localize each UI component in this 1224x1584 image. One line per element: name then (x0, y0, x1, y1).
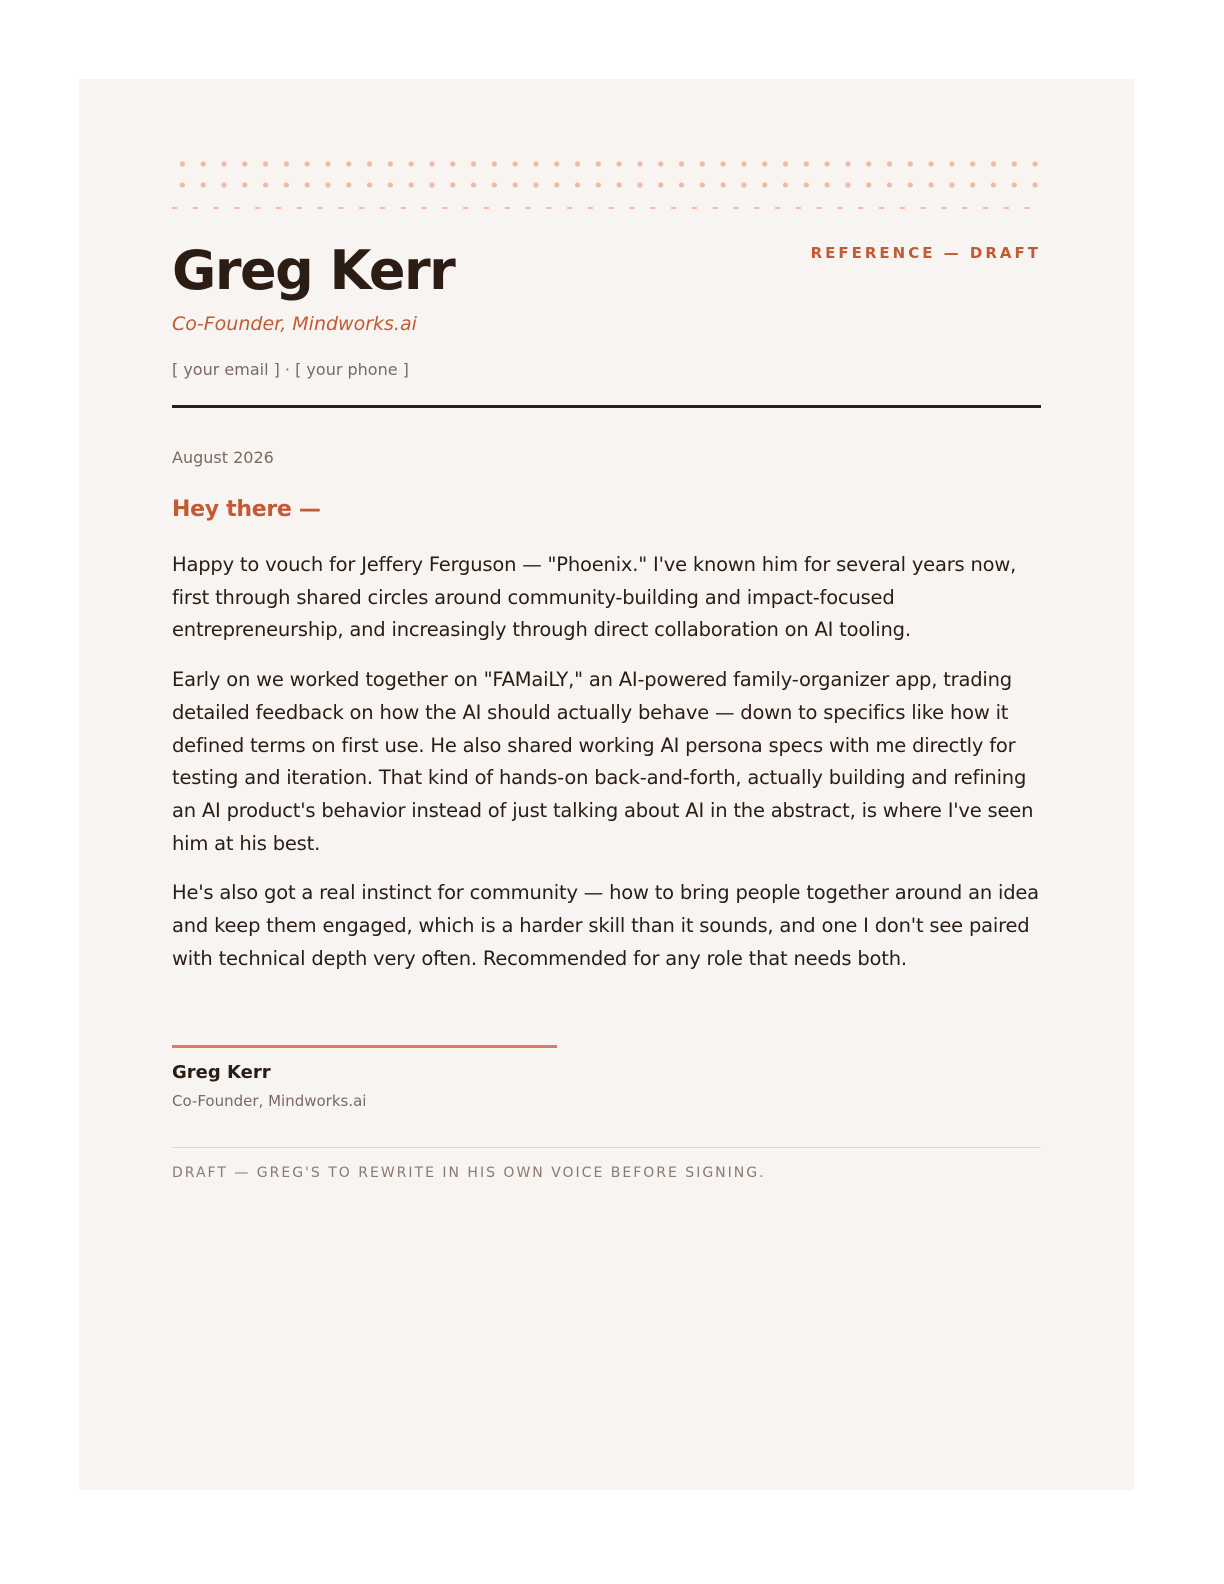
draft-footnote: DRAFT — GREG'S TO REWRITE IN HIS OWN VOICE BEFORE SIGNING. (172, 1165, 766, 1181)
letter-page (79, 79, 1134, 1490)
header-divider (172, 405, 1041, 408)
body-paragraph: Early on we worked together on "FAMaiLY," an AI-powered family-organizer app, trading detailed feedback on how the AI should actually behave — down to specifics like how it defined terms on first use. He also shared working AI persona specs with me directly for testing and iteration. That kind of hands-on back-and-forth, actually building and refining an AI product's behavior instead of just talking about AI in the abstract, is where I've seen him at his best. (172, 668, 1034, 855)
author-name: Greg Kerr (172, 239, 455, 302)
author-role: Co-Founder, Mindworks.ai (172, 313, 417, 335)
signature-role: Co-Founder, Mindworks.ai (172, 1092, 367, 1110)
letter-greeting: Hey there — (172, 497, 321, 522)
letter-date: August 2026 (172, 448, 274, 467)
signature-name: Greg Kerr (172, 1062, 271, 1083)
dot-row (172, 161, 1041, 167)
author-contact: [ your email ] · [ your phone ] (172, 360, 409, 379)
letter-body (172, 549, 1041, 992)
body-paragraph: He's also got a real instinct for community — how to bring people together around an idea and keep them engaged, which is a harder skill than it sounds, and one I don't see paired with technical depth very often. Recommended for any role that needs both. (172, 881, 1039, 970)
dot-row (172, 182, 1041, 188)
footer-divider (172, 1147, 1041, 1148)
dot-pattern-decoration (172, 161, 1041, 213)
dash-row (172, 207, 1041, 209)
body-paragraph: Happy to vouch for Jeffery Ferguson — "Phoenix." I've known him for several years now, first through shared circles around community-building and impact-focused entrepreneurship, and increasingly through direct collaboration on AI tooling. (172, 553, 1017, 642)
signature-line (172, 1045, 557, 1048)
reference-draft-label: REFERENCE — DRAFT (810, 244, 1041, 262)
